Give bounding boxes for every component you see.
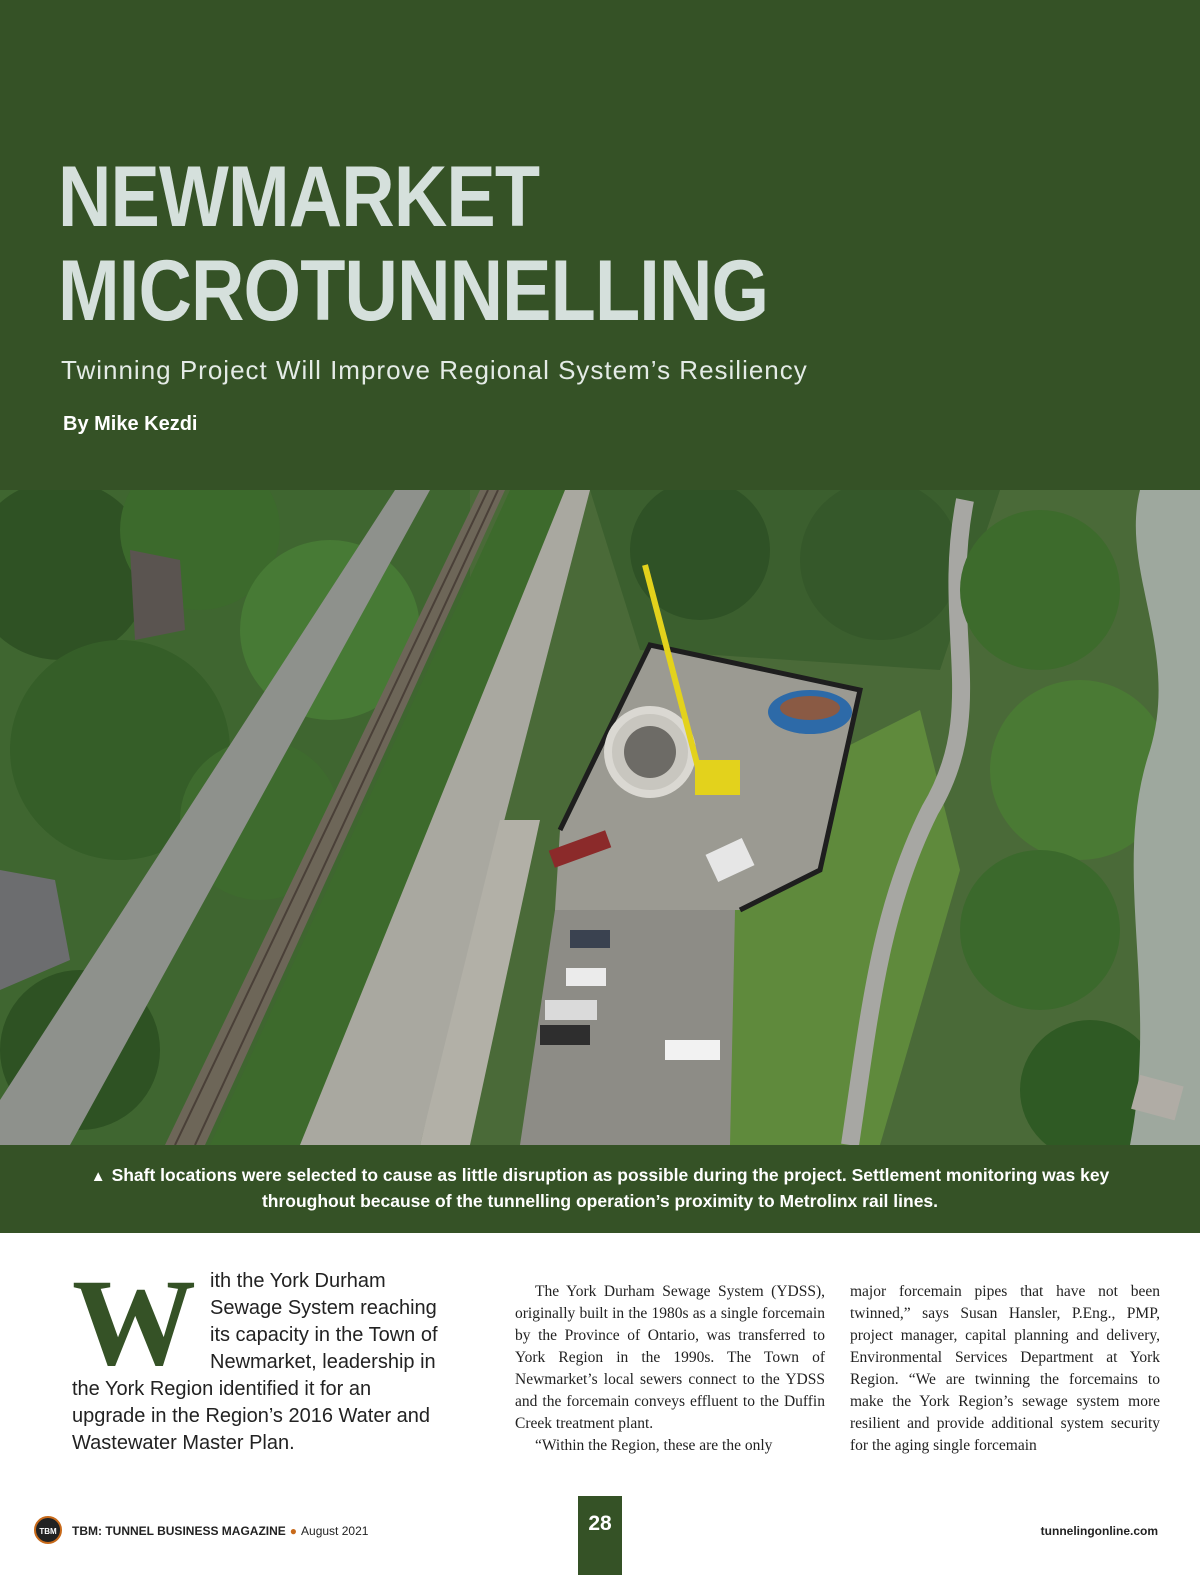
- tbm-logo: TBM: [34, 1516, 62, 1544]
- byline: By Mike Kezdi: [63, 413, 198, 435]
- magazine-info: [72, 1524, 368, 1538]
- bullet-dot-icon: ●: [289, 1524, 298, 1538]
- lead-paragraph: ith the York Durham Sewage System reaching its capacity in the Town of Newmarket, leadership in the York Region identified it for an upgrade in the Region’s 2016 Water and Wastewater Master Plan.: [72, 1270, 438, 1454]
- page-subtitle: Twinning Project Will Improve Regional System’s Resiliency: [61, 355, 808, 385]
- paragraph: “Within the Region, these are the only: [535, 1437, 773, 1454]
- article-column-2: [515, 1281, 825, 1457]
- page-footer: [0, 1496, 1200, 1575]
- title-line-2: MICROTUNNELLING: [58, 243, 769, 339]
- drop-cap: W: [72, 1254, 196, 1391]
- photo-caption: [60, 1163, 1140, 1213]
- magazine-name: TBM: TUNNEL BUSINESS MAGAZINE: [72, 1524, 286, 1538]
- issue-date: August 2021: [301, 1524, 369, 1538]
- page-number: 28: [578, 1496, 622, 1575]
- photo-caption-bar: [0, 1145, 1200, 1233]
- article-column-3: [850, 1281, 1160, 1457]
- paragraph: major forcemain pipes that have not been twinned,” says Susan Hansler, P.Eng., PMP, project manager, capital planning and delivery, Environmental Services Department at York Region. “We are twinning the forcemains to make the York Region’s sewage system more resilient and provide additional system security for the aging single forcemain: [850, 1283, 1160, 1454]
- aerial-site-photo: [0, 490, 1200, 1145]
- article-lead-column: [72, 1254, 442, 1457]
- aerial-photo-illustration: [0, 490, 1200, 1145]
- caption-text: Shaft locations were selected to cause as little disruption as possible during the project. Settlement monitoring was key throughout because of the tunnelling operation’s proximity to Metrolinx rail lines.: [111, 1165, 1110, 1211]
- paragraph: The York Durham Sewage System (YDSS), originally built in the 1980s as a single forcemain by the Province of Ontario, was transferred to York Region in the 1990s. The Town of Newmarket’s local sewers connect to the YDSS and the forcemain conveys effluent to the Duffin Creek treatment plant.: [515, 1283, 825, 1432]
- article-header: [0, 0, 1200, 490]
- triangle-up-icon: ▲: [90, 1168, 106, 1185]
- title-line-1: NEWMARKET: [58, 149, 540, 245]
- website-link[interactable]: tunnelingonline.com: [1040, 1524, 1158, 1538]
- page-title: [58, 150, 768, 338]
